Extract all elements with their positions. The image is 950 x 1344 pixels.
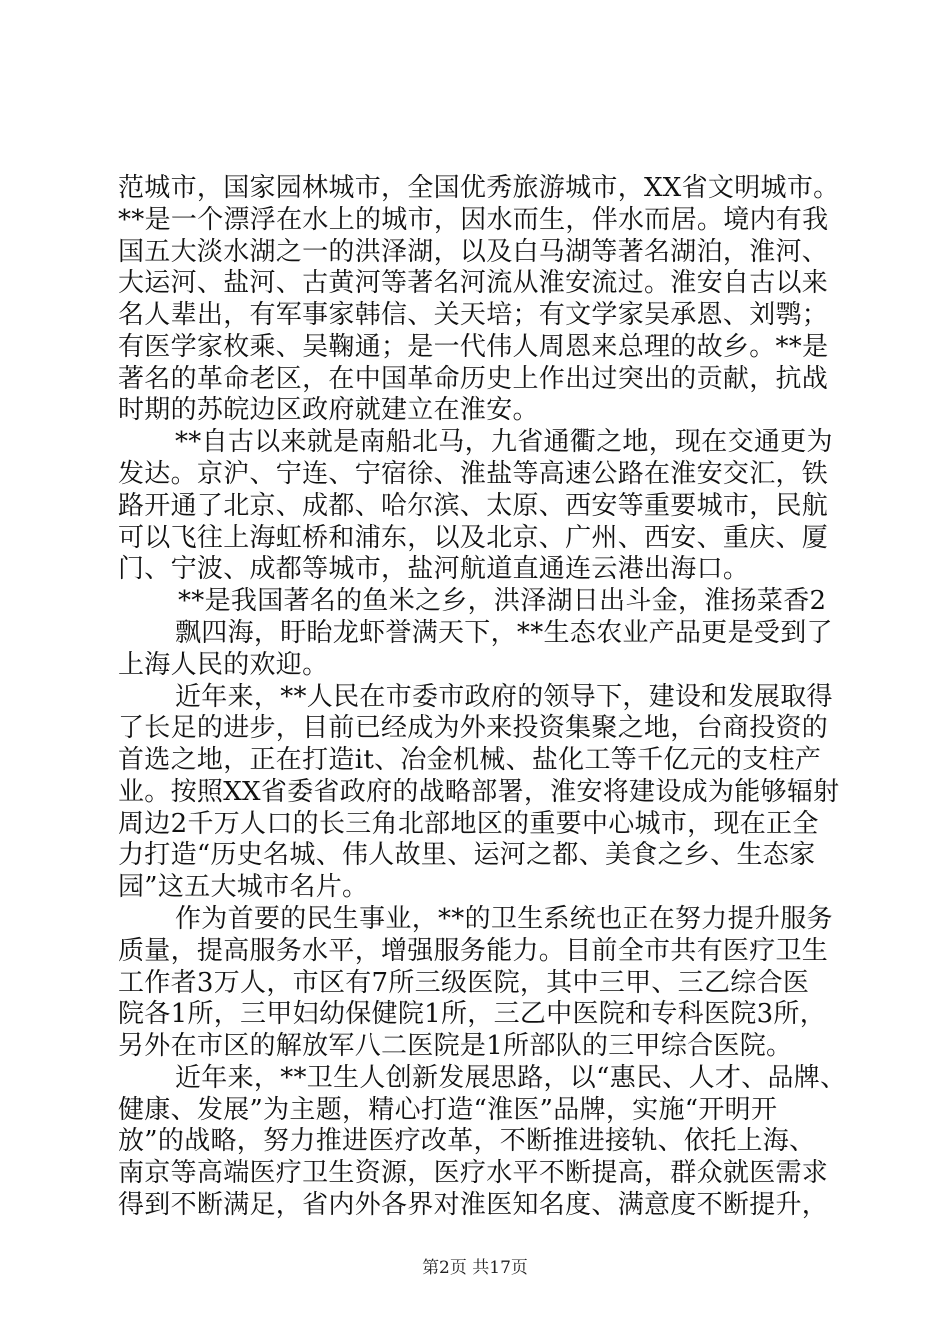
paragraph-first-line: 作为首要的民生事业，**的卫生系统也正在努力提升服务 [175,903,833,934]
text-line: 放”的战略，努力推进医疗改革，不断推进接轨、依托上海、 [118,1126,816,1157]
text-line: 门、宁波、成都等城市，盐河航道直通连云港出海口。 [118,554,750,585]
text-line: 可以飞往上海虹桥和浦东，以及北京、广州、西安、重庆、厦 [118,522,829,553]
page-footer: 第2页 共17页 [422,1258,528,1278]
text-line: 范城市，国家园林城市，全国优秀旅游城市，XX省文明城市。 [118,173,840,203]
paragraph-first-line: 近年来，**卫生人创新发展思路，以“惠民、人才、品牌、 [175,1062,847,1093]
text-line: 路开通了北京、成都、哈尔滨、太原、西安等重要城市，民航 [118,490,829,521]
text-line: 有医学家枚乘、吴鞠通；是一代伟人周恩来总理的故乡。**是 [118,331,829,362]
paragraph-first-line: **自古以来就是南船北马，九省通衢之地，现在交通更为 [175,427,833,458]
text-line: 著名的革命老区，在中国革命历史上作出过突出的贡献，抗战 [118,363,829,394]
text-line: 院各1所，三甲妇幼保健院1所，三乙中医院和专科医院3所， [118,999,827,1030]
paragraph-first-line: 近年来，**人民在市委市政府的领导下，建设和发展取得 [175,681,833,712]
text-line: 业。按照XX省委省政府的战略部署，淮安将建设成为能够辐射 [118,776,840,807]
text-line: 园”这五大城市名片。 [118,872,369,903]
text-line: 周边2千万人口的长三角北部地区的重要中心城市，现在正全 [118,808,819,839]
text-line: 了长足的进步，目前已经成为外来投资集聚之地，台商投资的 [118,713,829,744]
text-line: 得到不断满足，省内外各界对淮医知名度、满意度不断提升， [118,1190,829,1220]
text-line: 南京等高端医疗卫生资源，医疗水平不断提高，群众就医需求 [118,1158,829,1189]
text-line: 发达。京沪、宁连、宁宿徐、淮盐等高速公路在淮安交汇，铁 [118,459,829,490]
paragraph-first-line: **是我国著名的鱼米之乡，洪泽湖日出斗金，淮扬菜香2 [178,586,827,617]
text-line: 时期的苏皖边区政府就建立在淮安。 [118,395,539,426]
text-line: 首选之地，正在打造it、冶金机械、盐化工等千亿元的支柱产 [118,745,822,776]
text-line: 质量，提高服务水平，增强服务能力。目前全市共有医疗卫生 [118,935,829,966]
text-line: 飘四海，盱眙龙虾誉满天下，**生态农业产品更是受到了 [175,617,833,648]
text-line: 健康、发展”为主题，精心打造“淮医”品牌，实施“开明开 [118,1094,778,1125]
text-line: 工作者3万人，市区有7所三级医院，其中三甲、三乙综合医 [118,967,810,998]
text-line: 大运河、盐河、古黄河等著名河流从淮安流过。淮安自古以来 [118,268,829,299]
text-line: 另外在市区的解放军八二医院是1所部队的三甲综合医院。 [118,1031,793,1062]
text-line: 上海人民的欢迎。 [118,649,329,680]
text-line: 力打造“历史名城、伟人故里、运河之都、美食之乡、生态家 [118,840,816,871]
text-line: 名人辈出，有军事家韩信、关天培；有文学家吴承恩、刘鹗； [118,300,829,331]
text-line: **是一个漂浮在水上的城市，因水而生，伴水而居。境内有我 [118,204,829,235]
text-line: 国五大淡水湖之一的洪泽湖，以及白马湖等著名湖泊，淮河、 [118,236,829,267]
